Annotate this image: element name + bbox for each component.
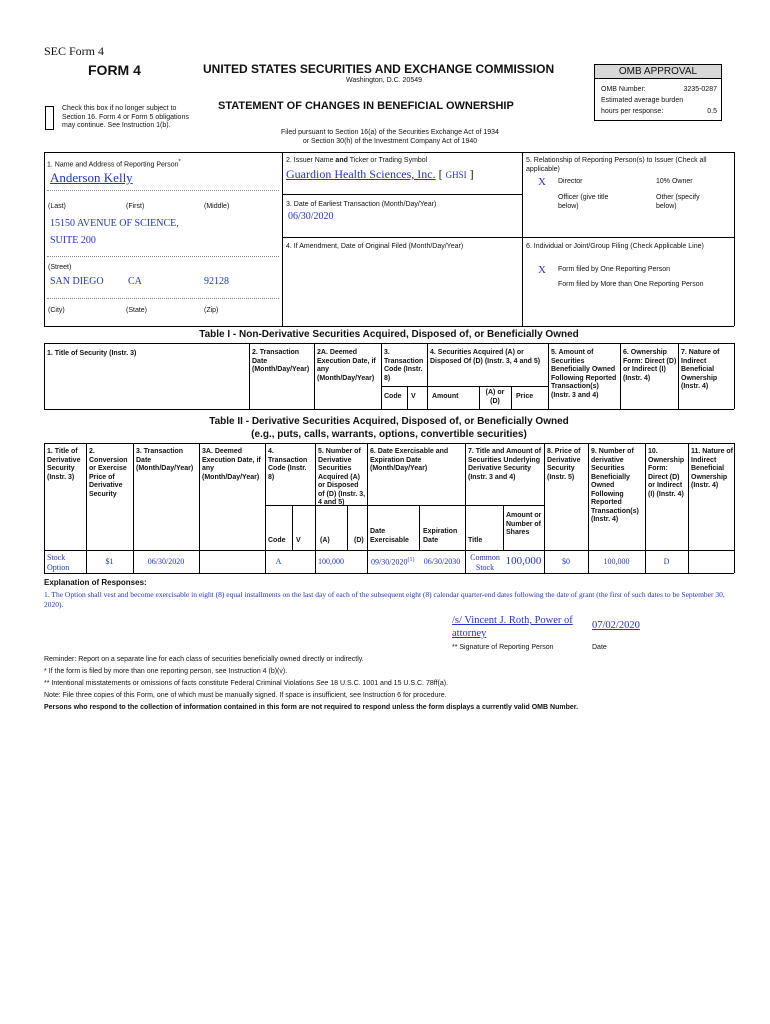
explanation-text: 1. The Option shall vest and become exercisable in eight (8) equal installments on the last day of each of the subsequent eight (8) calendar quarter-end dates following the date of grant (the first of such dates to be September 30, 2020). [44, 590, 725, 609]
street-label: (Street) [48, 264, 72, 271]
first-label: (First) [126, 203, 145, 210]
explanation-heading: Explanation of Responses: [44, 578, 147, 587]
more-persons-label: Form filed by More than One Reporting Person [558, 281, 704, 288]
filed-pursuant-line2: or Section 30(h) of the Investment Company Act of 1940 [302, 138, 478, 145]
t2-date-exercisable-header: Date Exercisable [370, 528, 409, 544]
omb-approval-box [594, 64, 722, 121]
issuer-line: Guardion Health Sciences, Inc. [ GHSI ] [286, 167, 474, 181]
t2-col3-header: 3. Transaction Date (Month/Day/Year) [136, 448, 194, 472]
t1-amount-header: Amount [432, 393, 459, 400]
omb-burden-label: Estimated average burden [601, 97, 684, 104]
t1-v-header: V [411, 393, 416, 400]
t1-col4-header: 4. Securities Acquired (A) or Disposed Of (D) (Instr. 3, 4 and 5) [430, 349, 541, 365]
state-value: CA [128, 276, 142, 287]
footnote-ref: (1) [407, 557, 415, 563]
commission-city: Washington, D.C. 20549 [346, 77, 423, 84]
t2-col1-header: 1. Title of Derivative Security (Instr. 3) [47, 448, 81, 481]
row-expiration-date: 06/30/2030 [423, 557, 461, 566]
state-label: (State) [126, 307, 148, 314]
t2-col8-header: 8. Price of Derivative Security (Instr. 5) [547, 448, 581, 481]
t2-a-header: (A) [320, 537, 330, 544]
address-line1: 15150 AVENUE OF SCIENCE, [50, 218, 179, 229]
signature-label: ** Signature of Reporting Person [452, 644, 554, 651]
reporting-person-name[interactable]: Anderson Kelly [50, 170, 133, 185]
t1-col7-header: 7. Nature of Indirect Beneficial Ownership (Instr. 4) [681, 349, 720, 390]
filed-pursuant-line1: Filed pursuant to Section 16(a) of the Securities Exchange Act of 1934 [281, 129, 499, 136]
t2-d-header: (D) [354, 537, 364, 544]
t1-col2a-header: 2A. Deemed Execution Date, if any (Month/Day/Year) [317, 349, 376, 382]
t2-expiration-header: Expiration Date [423, 528, 458, 544]
t1-col1-header: 1. Title of Security (Instr. 3) [47, 350, 137, 357]
other-label: Other (specify below) [656, 194, 700, 210]
row-acquired-amount: 100,000 [318, 557, 344, 566]
t1-price-header: Price [516, 393, 534, 400]
issuer-name[interactable]: Guardion Health Sciences, Inc. [286, 167, 436, 181]
ten-pct-owner-label: 10% Owner [656, 178, 693, 185]
note-omb-disclaimer: Persons who respond to the collection of information contained in this form are not required to respond unless the form displays a currently valid OMB Number. [44, 704, 579, 711]
row-derivative-price: $0 [562, 557, 570, 566]
row-security-title: Stock Option [47, 553, 70, 572]
omb-number-label: OMB Number: [601, 86, 646, 93]
row-underlying-shares: 100,000 [505, 555, 542, 567]
row-conversion-price: $1 [105, 557, 114, 566]
row-owned-following: 100,000 [603, 557, 630, 566]
earliest-transaction-label: 3. Date of Earliest Transaction (Month/Day/Year) [286, 201, 437, 208]
address-line2: SUITE 200 [50, 235, 96, 246]
t2-col3a-header: 3A. Deemed Execution Date, if any (Month/Day/Year) [202, 448, 261, 481]
t2-v-header: V [296, 537, 301, 544]
t2-title-header: Title [468, 537, 483, 544]
t2-col7-header: 7. Title and Amount of Securities Underlying Derivative Security (Instr. 3 and 4) [468, 448, 542, 481]
note-misstatements: ** Intentional misstatements or omissions of facts constitute Federal Criminal Violations See 18 U.S.C. 1001 and 15 U.S.C. 78ff(a). [44, 680, 449, 687]
middle-label: (Middle) [204, 203, 230, 210]
form-title: FORM 4 [88, 62, 141, 78]
omb-hours: 0.5 [707, 108, 717, 115]
t1-col6-header: 6. Ownership Form: Direct (D) or Indirect (I) (Instr. 4) [623, 349, 677, 382]
t2-col2-header: 2. Conversion or Exercise Price of Derivative Security [89, 448, 128, 498]
t2-col5-header: 5. Number of Derivative Securities Acquired (A) or Disposed of (D) (Instr. 3, 4 and 5) [318, 448, 366, 506]
city-value: SAN DIEGO [50, 276, 104, 287]
section16-checkbox[interactable] [45, 106, 54, 130]
omb-hours-label: hours per response: [601, 108, 664, 115]
t2-amount-shares-header: Amount or Number of Shares [506, 512, 542, 536]
commission-title: UNITED STATES SECURITIES AND EXCHANGE COMMISSION [203, 62, 555, 76]
t1-col5-header: 5. Amount of Securities Beneficially Owned Following Reported Transaction(s) (Instr. 3 and 4) [551, 349, 617, 399]
signature-date: 07/02/2020 [592, 620, 640, 631]
officer-label: Officer (give title below) [558, 194, 609, 210]
row-transaction-date: 06/30/2020 [147, 557, 185, 566]
director-label: Director [558, 178, 583, 185]
t2-col4-header: 4. Transaction Code (Instr. 8) [268, 448, 308, 481]
relationship-label: 5. Relationship of Reporting Person(s) to Issuer (Check all applicable) [526, 157, 707, 173]
reminder-note: Reminder: Report on a separate line for each class of securities beneficially owned directly or indirectly. [44, 656, 364, 663]
reporting-person-label: 1. Name and Address of Reporting Person* [47, 159, 181, 169]
t1-aord-header: (A) or (D) [485, 389, 505, 405]
city-label: (City) [48, 307, 65, 314]
director-mark[interactable]: X [538, 176, 546, 188]
t2-col9-header: 9. Number of derivative Securities Beneficially Owned Following Reported Transaction(s) (Instr. 4) [591, 448, 639, 523]
issuer-label: 2. Issuer Name and Ticker or Trading Symbol [286, 157, 428, 164]
sec-form-label: SEC Form 4 [44, 44, 105, 58]
t1-code-header: Code [384, 393, 402, 400]
row-ownership-form: D [663, 557, 670, 566]
last-label: (Last) [48, 203, 66, 210]
table1-title: Table I - Non-Derivative Securities Acquired, Disposed of, or Beneficially Owned [199, 329, 579, 340]
note-file-copies: Note: File three copies of this Form, one of which must be manually signed. If space is insufficient, see Instruction 6 for procedure. [44, 692, 447, 699]
one-person-label: Form filed by One Reporting Person [558, 266, 671, 273]
t2-col6-header: 6. Date Exercisable and Expiration Date (Month/Day/Year) [370, 448, 449, 472]
zip-label: (Zip) [204, 307, 219, 314]
note-multiple-persons: * If the form is filed by more than one reporting person, see Instruction 4 (b)(v). [44, 668, 288, 675]
omb-number: 3235-0287 [683, 86, 717, 93]
one-person-mark[interactable]: X [538, 264, 546, 276]
ticker-symbol: GHSI [445, 170, 467, 180]
table2-title2: (e.g., puts, calls, warrants, options, convertible securities) [251, 429, 527, 440]
row-transaction-code: A [275, 557, 282, 566]
t1-col2-header: 2. Transaction Date (Month/Day/Year) [252, 349, 310, 373]
earliest-transaction-date: 06/30/2020 [288, 211, 334, 222]
section16-checkbox-label: Check this box if no longer subject to Section 16. Form 4 or Form 5 obligations may continue. See Instruction 1(b). [62, 105, 189, 129]
amendment-label: 4. If Amendment, Date of Original Filed (Month/Day/Year) [286, 243, 464, 250]
zip-value: 92128 [204, 276, 229, 287]
table2-title1: Table II - Derivative Securities Acquired, Disposed of, or Beneficially Owned [209, 416, 569, 427]
statement-title: STATEMENT OF CHANGES IN BENEFICIAL OWNERSHIP [218, 100, 514, 112]
filing-type-label: 6. Individual or Joint/Group Filing (Check Applicable Line) [526, 243, 704, 250]
date-label: Date [592, 644, 607, 651]
row-date-exercisable: 09/30/2020$^{(1)}$ [371, 557, 415, 567]
t2-code-header: Code [268, 537, 286, 544]
t2-col10-header: 10. Ownership Form: Direct (D) or Indirect (I) (Instr. 4) [648, 448, 685, 498]
row-underlying-title: Common Stock [470, 553, 500, 572]
t2-col11-header: 11. Nature of Indirect Beneficial Ownership (Instr. 4) [691, 448, 734, 489]
t1-col3-header: 3. Transaction Code (Instr. 8) [384, 349, 424, 382]
omb-title: OMB APPROVAL [595, 65, 721, 79]
signature-name: /s/ Vincent J. Roth, Power of attorney [452, 615, 573, 639]
